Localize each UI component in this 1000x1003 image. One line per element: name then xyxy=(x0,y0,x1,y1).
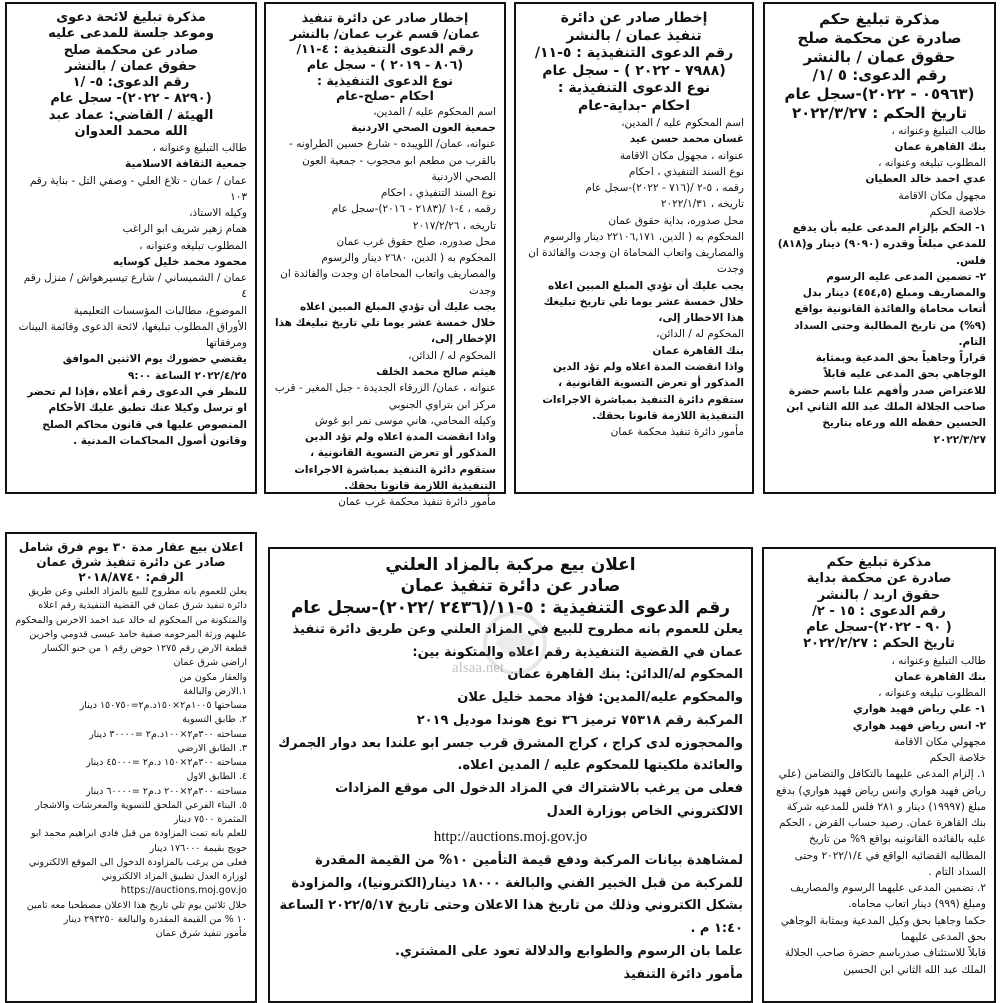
notice-paragraph: مأمور دائرة تنفيذ محكمة غرب عمان xyxy=(338,496,496,509)
notice-paragraph: للنظر في الدعوى رقم أعلاه ،فإذا لم تحضر او ترسل وكيلا عنك تطبق عليك الأحكام المنصوص عليها في قانون محاكم الصلح وقانون أصول المحاكمات المدنية . xyxy=(27,385,247,447)
heading-line: رقم الدعوى التنفيذية : ٥-١١/ xyxy=(534,45,734,61)
notice-paragraph: مساحته ٣٠٠م٢×١٥٠ د.م٢ =٤٥٠٠٠ دينار xyxy=(86,757,247,768)
notice-paragraph: ٢. طابق التسوية xyxy=(182,714,247,726)
notice-paragraph: محل صدوره، بداية حقوق عمان xyxy=(608,214,744,227)
notice-paragraph: ١.الارض والبالغة xyxy=(183,685,247,697)
notice-paragraph: ٢- تضمين المدعى عليه الرسوم والمصاريف ومبلغ (٤٥٤,٥) دينار بدل أتعاب محاماة والفائدة القانونية بواقع (٩%) من تاريخ المطالبة وحتى السداد التام. xyxy=(794,270,986,348)
heading-line: (٧٩٨٨ - ٢٠٢٢ ) - سجل عام xyxy=(542,62,726,79)
notice-paragraph: خلاصة الحكم xyxy=(929,205,986,218)
notice-paragraph: ٢- انس رياض فهيد هواري xyxy=(852,719,986,732)
notice-heading xyxy=(773,10,986,123)
notice-heading xyxy=(278,555,743,619)
notice-paragraph: والعقار مكون من xyxy=(179,671,247,683)
notice-paragraph: لمشاهدة بيانات المركبة ودفع قيمة التأمين ١٠% من القيمة المقدرة للمركبة من قبل الخبير الفني والبالغة ١٨٠٠٠ دينار(الكترونيا)، والمزاودة بشكل الكتروني وذلك من تاريخ هذا الاعلان وحتى تاريخ ٢٠٢٢/٥/١٧ الساعة ١:٤٠ م . xyxy=(279,852,743,936)
notice-paragraph: يقتضي حضورك يوم الاثنين الموافق ٢٠٢٢/٤/٢٥ الساعة ٩:٠٠ xyxy=(62,353,247,382)
notice-paragraph: بنك القاهرة عمان xyxy=(652,344,744,357)
notice-paragraph: محمود محمد خليل كوسايه xyxy=(113,255,247,268)
notice-body xyxy=(772,653,986,978)
heading-line: حقوق عمان / بالنشر xyxy=(803,47,956,66)
notice-paragraph: عمان / الشميساني / شارع تيسيرهواش / منزل رقم ٤ xyxy=(23,272,247,301)
notice-vehicle-auction xyxy=(268,547,753,1003)
notice-lawsuit-summons xyxy=(5,2,257,494)
notice-body xyxy=(524,115,744,440)
heading-line: احكام -صلح-عام xyxy=(336,88,434,104)
heading-line: اعلان بيع مركبة بالمزاد العلني xyxy=(385,555,636,575)
notice-paragraph: خلال ثلاثين يوم تلي تاريخ هذا الاعلان مصطحبا معه تامين ١٠ % من القيمة المقدرة والبالغة ٢٩٣٢٥٠ دينار xyxy=(26,899,247,925)
notice-paragraph: نوع السند التنفيذي ، احكام xyxy=(380,187,496,200)
notice-paragraph: نوع السند التنفيذي ، احكام xyxy=(628,165,744,178)
notice-paragraph: طالب التبليغ وعنوانه ، xyxy=(891,654,986,667)
notice-paragraph: الأوراق المطلوب تبليغها، لائحة الدعوى وقائمة البينات ومرفقاتها xyxy=(18,320,247,350)
heading-line: مذكرة تبليغ حكم xyxy=(826,555,932,570)
notice-paragraph: يجب عليك أن تؤدي المبلغ المبين اعلاه خلال خمسة عشر يوما تلي تاريخ تبليغك هذا الاخطار إلى، xyxy=(543,279,744,325)
heading-line: تاريخ الحكم : ٢٠٢٢/٣/٢٧ xyxy=(791,103,968,122)
heading-line: صادر عن دائرة تنفيذ شرق عمان xyxy=(36,555,226,569)
notice-paragraph: يعلن للعموم بانه مطروح للبيع بالمزاد العلني وعن طريق دائرة تنفيذ شرق عمان في القضية التنفيذية رقم اعلاه والمتكونة من المحكوم له خالد عبد احمد الاخرس والمحكوم عليهم ورثة المرحومه صفية حامد عيسى قدومي واخرين xyxy=(15,586,247,640)
notice-body xyxy=(15,140,247,449)
notice-paragraph: همام زهير شريف ابو الراغب xyxy=(122,223,247,236)
notice-paragraph: يعلن للعموم بانه مطروح للبيع في المزاد العلني وعن طريق دائرة تنفيذ عمان في القضية التنفيذية رقم اعلاه والمتكونة بين: xyxy=(292,621,743,660)
heading-line: الله محمد العدوان xyxy=(74,123,188,139)
notice-paragraph: بنك القاهرة عمان xyxy=(894,670,986,683)
notice-paragraph: مساحته ٣٠٠م٢×٢٠٠ د.م٢ =٦٠٠٠٠ دينار xyxy=(86,785,247,797)
notice-body xyxy=(773,123,986,448)
notice-paragraph: اسم المحكوم عليه / المدين، xyxy=(373,105,496,118)
notice-paragraph: حكما وجاهيا بحق وكيل المدعية وبمثابة الوجاهي بحق المدعى عليهما xyxy=(780,914,986,944)
heading-line: (٨٠٦ - ٢٠١٩ ) - سجل عام xyxy=(306,56,464,72)
notice-paragraph: اسم المحكوم عليه / المدين، xyxy=(621,117,744,129)
heading-line: نوع الدعوى التنفيذية : xyxy=(557,80,711,96)
notice-paragraph: رقمه ، ٤-١ /(٢١٨٣ - ٢٠١٦)-سجل عام xyxy=(331,203,496,216)
heading-line: الرقم: ٢٠١٨/٨٧٤٠ xyxy=(78,570,184,584)
heading-line: إخطار صادر عن دائرة تنفيذ xyxy=(301,10,469,25)
notice-paragraph: غسان محمد حسن عيد xyxy=(629,133,744,146)
notice-paragraph: مساحته ٣٠٠م٢×١٠٠د.م٢ =٣٠٠٠٠ دينار xyxy=(89,728,247,740)
heading-line: حقوق عمان / بالنشر xyxy=(65,58,197,74)
heading-line: (٨٢٩٠ - ٢٠٢٢)- سجل عام xyxy=(50,91,212,107)
notice-paragraph: طالب التبليغ وعنوانه ، xyxy=(152,142,247,154)
notice-paragraph: واذا انقضت المدة اعلاه ولم تؤد الدين المذكور أو تعرض التسوية القانونية ، ستقوم دائرة التنفيذ بمباشرة الاجراءات التنفيذية اللازمة قانونا بحقك. xyxy=(542,360,744,422)
heading-line: رقم الدعوى : ١٥ - ٢/ xyxy=(812,603,946,619)
heading-line: عمان/ قسم غرب عمان/ بالنشر xyxy=(289,25,481,41)
notice-paragraph: فعلى من يرغب بالمزاودة الدخول الى الموقع الالكتروني لوزارة العدل تطبيق المزاد الالكتروني https://auctions.moj.gov.jo xyxy=(28,856,247,897)
notice-paragraph: عمان / عمان - تلاع العلي - وصفي التل - بناية رقم ١٠٣ xyxy=(29,174,247,203)
notice-paragraph: واذا انقضت المدة اعلاه ولم تؤد الدين المذكور أو تعرض التسوية القانونية ، ستقوم دائرة التنفيذ بمباشرة الاجراءات التنفيذية اللازمة قانونا بحقك. xyxy=(294,431,496,492)
notice-paragraph: مساحتها ١٠٠٥م٢×١٥٠د.م٢=١٥٠٧٥٠ دينار xyxy=(79,700,247,711)
heading-line: رقم الدعوى التنفيذية : ٥-١١/(٢٤٣٦ /٢٠٢٢)-سجل عام xyxy=(290,597,731,618)
notice-judgment-irbid xyxy=(762,547,996,1003)
heading-line: (٠٥٩٦٣ - ٢٠٢٢)-سجل عام xyxy=(784,85,975,103)
heading-line: الهيئة / القاضي: عماد عبد xyxy=(48,107,214,123)
notice-paragraph: قابلاً للاستئناف صدرباسم حضرة صاحب الجلالة الملك عبد الله الثاني ابن الحسين xyxy=(784,947,986,976)
notice-paragraph: يجب عليك أن تؤدي المبلغ المبين اعلاه خلال خمسة عشر يوما تلي تاريخ تبليغك هذا الإخطار إلى، xyxy=(275,300,496,346)
heading-line: وموعد جلسة للمدعى عليه xyxy=(48,26,214,42)
heading-line: صادرة عن محكمة صلح xyxy=(797,28,962,47)
notice-paragraph: ١- علي رياض فهيد هواري xyxy=(853,703,986,716)
notice-paragraph: المحكوم به ( الدين، ٢٢١٠٦,١٧١ دينار والرسوم والمصاريف واتعاب المحاماة ان وجدت والفائدة ان وجدت xyxy=(528,230,744,276)
notice-paragraph: مأمور دائرة تنفيذ محكمة عمان xyxy=(610,426,744,439)
notice-paragraph: علما بان الرسوم والطوابع والدلالة تعود على المشتري. xyxy=(395,943,743,959)
notice-paragraph: والمحجوزه لدى كراج ، كراج المشرق قرب جسر ابو علندا بعد دوار الجمرك والعائدة ملكيتها للمحكوم عليه / المدين اعلاه. xyxy=(278,735,743,774)
notice-paragraph: مجهولي مكان الاقامة xyxy=(893,735,986,748)
heading-line: نوع الدعوى التنفيذية : xyxy=(317,72,453,88)
notice-paragraph: تاريخه ، ٢٠١٧/٢/٢٦ xyxy=(412,219,496,232)
notice-paragraph: فعلى من يرغب بالاشتراك في المزاد الدخول الى موقع المزادات الالكتروني الخاص بوزارة العدل xyxy=(335,781,743,819)
notice-paragraph: المطلوب تبليغه وعنوانه ، xyxy=(139,239,247,252)
notice-paragraph: المطلوب تبليغه وعنوانه ، xyxy=(878,687,986,700)
notice-execution-ghassan xyxy=(514,2,754,494)
heading-line: صادر عن دائرة تنفيذ عمان xyxy=(400,576,621,597)
heading-line: إخطار صادر عن دائرة xyxy=(560,10,708,26)
notice-body xyxy=(278,619,743,987)
notice-paragraph: خلاصة الحكم xyxy=(929,752,986,765)
notice-paragraph: ١- الحكم بإلزام المدعى عليه بأن يدفع للمدعي مبلغاً وقدره (٩٠٩٠) دينار و(٨١٨) فلس. xyxy=(777,222,986,267)
notice-heading xyxy=(274,10,496,104)
notice-paragraph: مجهول مكان الاقامة xyxy=(898,189,986,202)
notice-paragraph: وكيله المحامي، هاني موسى نمر ابو غوش xyxy=(314,414,496,427)
notice-paragraph: جمعية الثقافة الاسلامية xyxy=(125,158,247,171)
notice-paragraph: ٣. الطابق الارضي xyxy=(177,742,247,754)
notice-paragraph: مأمور تنفيذ شرق عمان xyxy=(155,928,247,939)
notice-paragraph: ٢. تضمين المدعى عليهما الرسوم والمصاريف ومبلغ (٩٩٩) دينار اتعاب محاماه. xyxy=(790,882,986,911)
notice-paragraph: تاريخه ، ٢٠٢٢/١/٣١ xyxy=(660,198,744,211)
heading-line: رقم الدعوى: ٥- /١ xyxy=(72,75,190,90)
notice-paragraph: المطلوب تبليغه وعنوانه ، xyxy=(878,157,986,170)
notice-paragraph: هيثم صالح محمد الخلف xyxy=(376,366,496,378)
notice-paragraph: بنك القاهرة عمان xyxy=(894,140,986,153)
watermark-text: alsaa.net xyxy=(452,660,505,676)
notice-paragraph: المحكوم له / الدائن، xyxy=(656,328,744,341)
notice-judgment-cairo-amman-bank xyxy=(763,2,996,494)
notice-paragraph: ١. إلزام المدعى عليهما بالتكافل والتضامن (علي رياض فهيد هواري وانس رياض فهيد هواري) بدفع مبلغ (١٩٩٩٧) دينار و ٢٨١ فلس للمدعيه شركة بنك القاهرة عمان. رصيد حساب القرض ، الحكم عليه بالفائده القانونيه بواقع ٩% من تاريخ المطالبه القضائيه الواقع في ٢٠٢٢/١/٤ وحتى السداد التام . xyxy=(776,768,986,878)
notice-paragraph[interactable]: http://auctions.moj.gov.jo xyxy=(433,828,588,845)
notice-paragraph: ٤. الطابق الاول xyxy=(186,771,247,783)
heading-line: صادر عن محكمة صلح xyxy=(63,42,199,58)
notice-paragraph: والمحكوم عليه/المدين: فؤاد محمد خليل علان xyxy=(457,690,743,705)
notice-paragraph: للعلم بانه تمت المزاودة من قبل فادي ابراهيم محمد ابو حويج بقيمة ١٧٦٠٠٠ دينار xyxy=(31,828,247,854)
heading-line: مذكرة تبليغ حكم xyxy=(819,10,940,28)
heading-line: رقم الدعوى: ٥ /١/ xyxy=(812,66,947,85)
notice-paragraph: الموضوع، مطالبات المؤسسات التعليمية xyxy=(73,304,247,317)
notice-paragraph: قراراً وجاهياً بحق المدعية وبمثابة الوجاهي بحق المدعى عليه قابلاً للاعتراض صدر وأفهم علنا باسم حضرة صاحب الجلالة الملك عبد الله الثاني ابن الحسين حفظه الله ورعاه بتاريخ ٢٠٢٢/٣/٢٧ xyxy=(786,352,986,446)
heading-line: حقوق اربد / بالنشر xyxy=(817,587,941,603)
notice-paragraph: محل صدوره، صلح حقوق غرب عمان xyxy=(336,235,496,248)
notice-paragraph: جمعية العون الصحي الاردنية xyxy=(351,122,496,135)
notice-paragraph: ٥. البناء الفرعي الملحق للتسوية والمعرشات والاشجار المثمرة ٧٥٠٠ دينار xyxy=(35,799,247,825)
heading-line: تنفيذ عمان / بالنشر xyxy=(566,27,702,44)
notice-paragraph: عنوانه، عمان/ اللويبده - شارع حسين الطراونه - بالقرب من مطعم ابو محجوب - جمعية العون الصحي الاردنية xyxy=(289,138,496,183)
notice-heading xyxy=(772,555,986,653)
notice-paragraph: المحكوم به ( الدين، ٢٦٨٠ دينار والرسوم والمصاريف واتعاب المحاماة ان وجدت والفائدة ان وجدت xyxy=(280,252,496,297)
notice-heading xyxy=(15,10,247,140)
heading-line: ( ٩٠ - ٢٠٢٢)-سجل عام xyxy=(806,620,952,635)
notice-property-auction xyxy=(5,532,257,1003)
notice-paragraph: رقمه ، ٥-٢ /(٧١٦ - ٢٠٢٢)-سجل عام xyxy=(585,182,744,195)
notice-paragraph: عنوانه ، عمان/ الزرقاء الجديدة - جبل المغير - قرب مركز ابن بتراوي الجنوبي xyxy=(274,382,496,411)
notice-paragraph: عنوانه ، مجهول مكان الاقامة xyxy=(619,149,744,162)
notice-paragraph: عدي احمد خالد العطيان xyxy=(865,173,986,186)
notice-paragraph: طالب التبليغ وعنوانه ، xyxy=(891,124,986,137)
notice-body xyxy=(15,585,247,941)
notice-paragraph: قطعة الارض رقم ١٢٧٥ حوض رقم ١ من حنو الكسار اراضي شرق عمان xyxy=(42,643,247,669)
heading-line: اعلان بيع عقار مدة ٣٠ يوم فرق شامل xyxy=(18,540,244,554)
notice-heading xyxy=(524,10,744,115)
heading-line: احكام -بداية-عام xyxy=(577,97,690,114)
notice-paragraph: المحكوم له/الدائن: بنك القاهرة عمان xyxy=(507,667,743,683)
notice-body xyxy=(274,104,496,511)
notice-paragraph: المحكوم له / الدائن، xyxy=(408,349,496,362)
notice-execution-west-amman xyxy=(264,2,506,509)
notice-paragraph: المركبة رقم ٧٥٣١٨ ترميز ٣٦ نوع هوندا موديل ٢٠١٩ xyxy=(416,712,743,728)
heading-line: مذكرة تبليغ لائحة دعوى xyxy=(56,10,206,25)
heading-line: صادرة عن محكمة بداية xyxy=(806,571,952,587)
notice-paragraph: مأمور دائرة التنفيذ xyxy=(623,966,743,982)
notice-paragraph: وكيله الاستاذ، xyxy=(189,207,247,220)
notice-heading xyxy=(15,540,247,585)
heading-line: تاريخ الحكم : ٢٠٢٢/٢/٢٧ xyxy=(803,636,955,652)
heading-line: رقم الدعوى التنفيذية : ٤-١١/ xyxy=(296,41,474,57)
